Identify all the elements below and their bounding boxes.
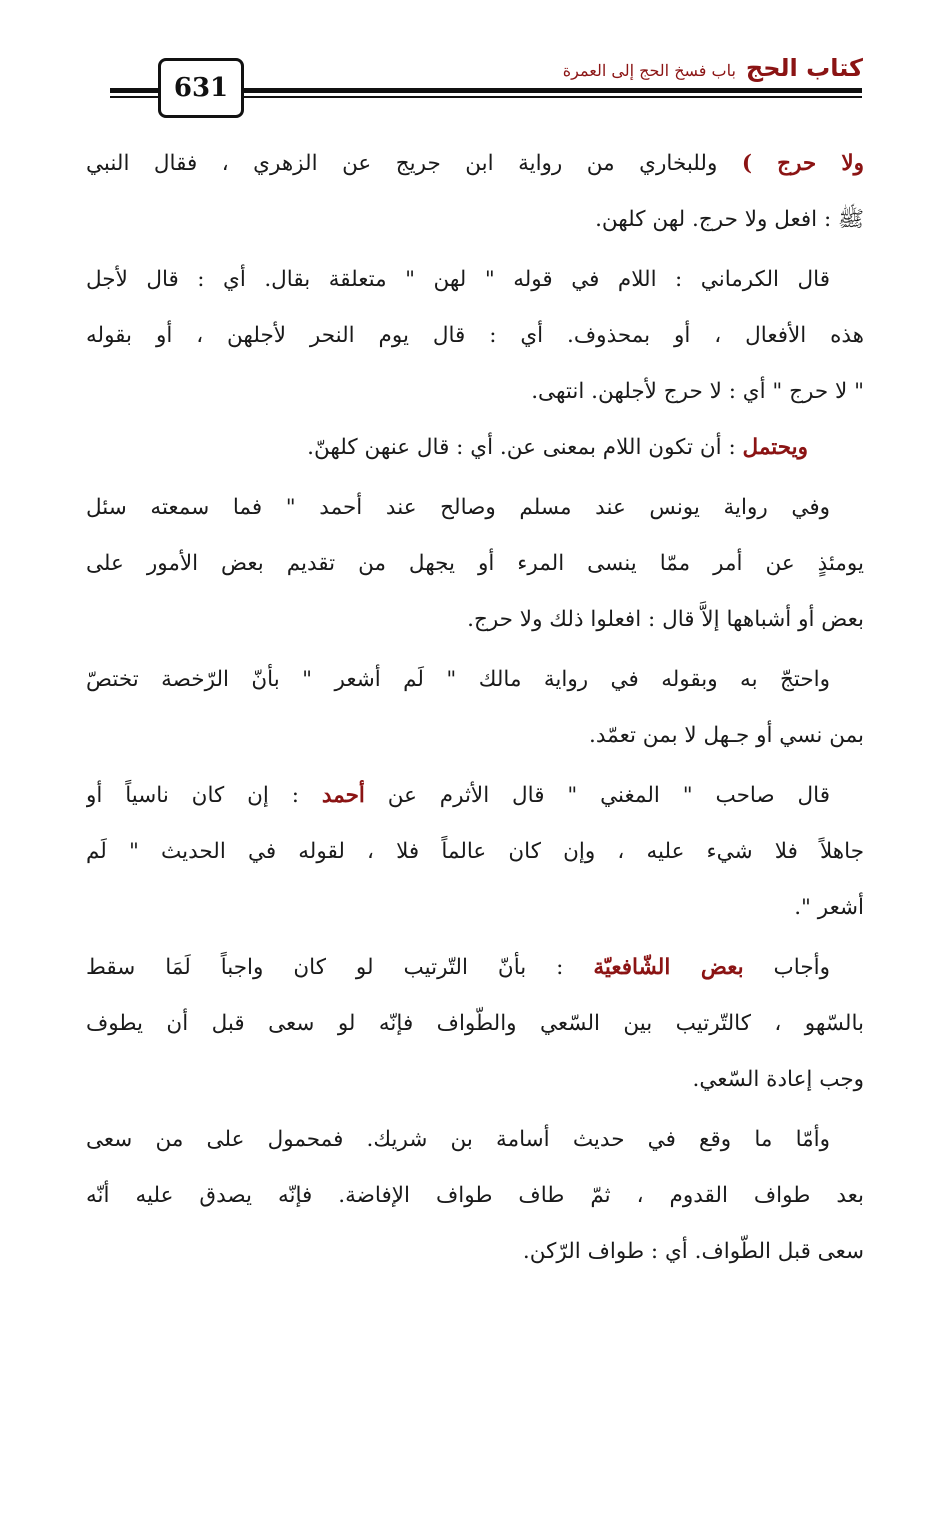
highlight-shafiiyya: بعض الشّافعيّة (593, 955, 744, 980)
chapter-title: باب فسخ الحج إلى العمرة (562, 61, 736, 80)
book-title: كتاب الحج (745, 54, 863, 82)
text-line-5: " لا حرج " أي : لا حرج لأجلهن. انتهى. (531, 379, 864, 404)
text-line-9: بعض أو أشباهها إلاَّ قال : افعلوا ذلك ولا حرج. (467, 607, 864, 632)
text-line-17: وجب إعادة السّعي. (692, 1067, 864, 1092)
highlight-ola-haraj: ولا حرج ) (741, 151, 864, 176)
text-line-18: وأمّا ما وقع في حديث أسامة بن شريك. فمحمول على من سعى (86, 1127, 830, 1152)
text-line-7: وفي رواية يونس عند مسلم وصالح عند أحمد " فما سمعته سئل (86, 495, 830, 520)
text-line-10: واحتجّ به وبقوله في رواية مالك " لَم أشعر " بأنّ الرّخصة تختصّ (86, 667, 830, 692)
text-line-1: ولا حرج ) وللبخاري من رواية ابن جريج عن الزهري ، فقال النبي (86, 151, 864, 176)
text-line-3: قال الكرماني : اللام في قوله " لهن " متعلقة بقال. أي : قال لأجل (86, 267, 830, 292)
text-line-2: ﷺ : افعل ولا حرج. لهن كلهن. (595, 207, 864, 232)
text-line-16: بالسّهو ، كالتّرتيب بين السّعي والطّواف فإنّه لو سعى قبل أن يطوف (86, 1011, 864, 1036)
text-line-4: هذه الأفعال ، أو بمحذوف. أي : قال يوم النحر لأجلهن ، أو بقوله (86, 323, 864, 348)
text-line-20: سعى قبل الطّواف. أي : طواف الرّكن. (522, 1239, 864, 1264)
text-line-15: وأجاب بعض الشّافعيّة : بأنّ التّرتيب لو كان واجباً لَمَا سقط (86, 955, 830, 980)
text-line-11: بمن نسي أو جـهل لا بمن تعمّد. (589, 723, 864, 748)
text-line-19: بعد طواف القدوم ، ثمّ طاف طواف الإفاضة. فإنّه يصدق عليه أنّه (86, 1183, 864, 1208)
page-number-box (158, 58, 244, 118)
text-line-6: ويحتمل : أن تكون اللام بمعنى عن. أي : قال عنهن كلهنّ. (307, 435, 808, 460)
page-number: 631 (173, 73, 229, 103)
running-head (563, 54, 863, 88)
text-line-13: جاهلاً فلا شيء عليه ، وإن كان عالماً فلا ، لقوله في الحديث " لَم (86, 839, 864, 864)
text-line-8: يومئذٍ عن أمر ممّا ينسى المرء أو يجهل من تقديم بعض الأمور على (86, 551, 864, 576)
highlight-ahmad: أحمد (321, 783, 365, 808)
text-line-12: قال صاحب " المغني " قال الأثرم عن أحمد : إن كان ناسياً أو (86, 783, 830, 808)
highlight-yahtamil: ويحتمل (742, 435, 808, 460)
page-body (86, 136, 864, 1280)
text-line-14: أشعر ". (794, 895, 864, 920)
page-header (0, 0, 945, 140)
